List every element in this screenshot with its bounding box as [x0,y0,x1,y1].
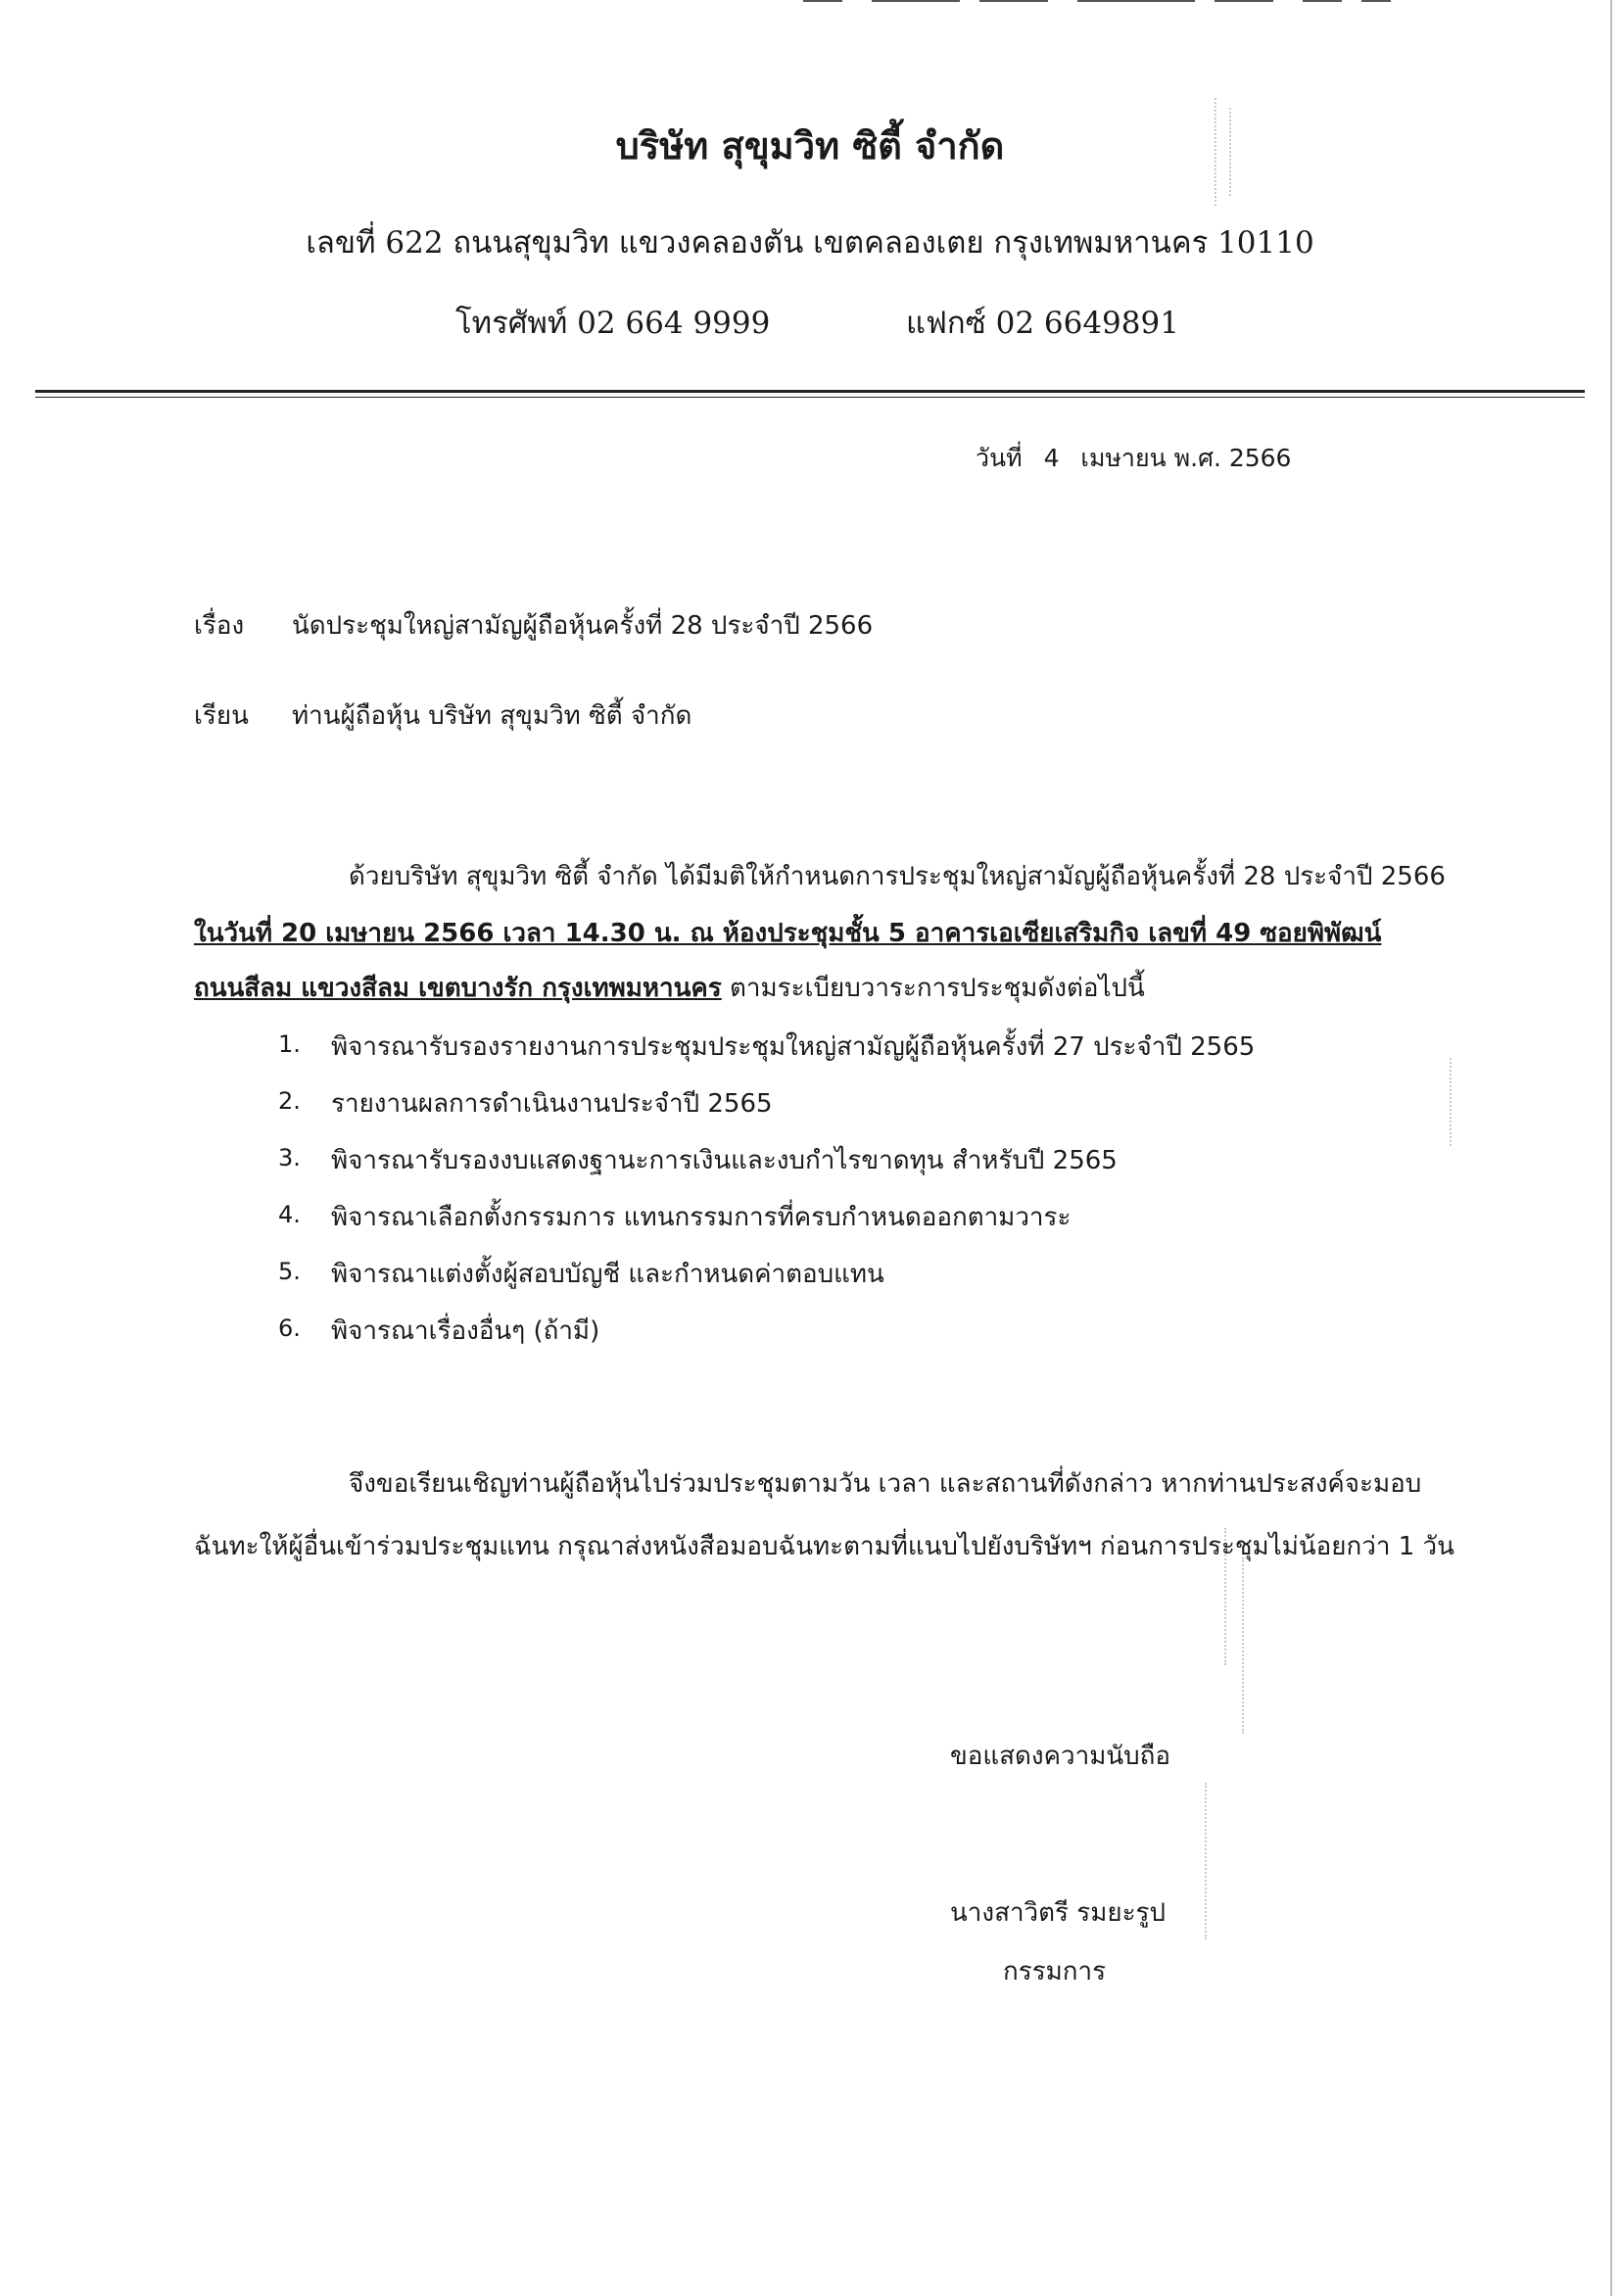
letterhead-divider [35,390,1585,393]
agenda-item-number: 6. [278,1315,301,1342]
company-address: เลขที่ 622 ถนนสุขุมวิท แขวงคลองตัน เขตคลองเตย กรุงเทพมหานคร 10110 [306,225,1314,261]
closing-salutation: ขอแสดงความนับถือ [950,1742,1170,1771]
company-fax: แฟกซ์ 02 6649891 [906,306,1179,341]
scan-speckle [1242,1557,1244,1734]
scan-artifact [803,0,842,2]
scan-artifact [1303,0,1342,2]
agenda-intro: ตามระเบียบวาระการประชุมดังต่อไปนี้ [721,974,1145,1003]
body-line-1: ด้วยบริษัท สุขุมวิท ซิตี้ จำกัด ได้มีมติให้กำหนดการประชุมใหญ่สามัญผู้ถือหุ้นครั้งที่ 28 ประจำปี 2566 [349,862,1446,891]
agenda-item: พิจารณาเลือกตั้งกรรมการ แทนกรรมการที่ครบกำหนดออกตามวาระ [331,1203,1072,1232]
agenda-item-number: 3. [278,1144,301,1172]
agenda-item: พิจารณาแต่งตั้งผู้สอบบัญชี และกำหนดค่าตอบแทน [331,1260,884,1289]
agenda-item: พิจารณาเรื่องอื่นๆ (ถ้ามี) [331,1316,600,1346]
company-name: บริษัท สุขุมวิท ซิตี้ จำกัด [615,123,1005,167]
meeting-address: ถนนสีลม แขวงสีลม เขตบางรัก กรุงเทพมหานคร [194,974,722,1003]
invitation-line-1: จึงขอเรียนเชิญท่านผู้ถือหุ้นไปร่วมประชุมตามวัน เวลา และสถานที่ดังกล่าว หากท่านประสงค์จะมอบ [349,1469,1422,1499]
scan-artifact [1215,0,1273,2]
invitation-line-2: ฉันทะให้ผู้อื่นเข้าร่วมประชุมแทน กรุณาส่งหนังสือมอบฉันทะตามที่แนบไปยังบริษัทฯ ก่อนการประชุมไม่น้อยกว่า 1 วัน [194,1532,1454,1561]
agenda-item-number: 1. [278,1030,301,1058]
scan-artifact [872,0,960,2]
letter-date [976,439,1305,478]
agenda-item: พิจารณารับรองรายงานการประชุมประชุมใหญ่สามัญผู้ถือหุ้นครั้งที่ 27 ประจำปี 2565 [331,1032,1256,1062]
agenda-item-number: 5. [278,1258,301,1285]
meeting-datetime-venue: ในวันที่ 20 เมษายน 2566 เวลา 14.30 น. ณ ห้องประชุมชั้น 5 อาคารเอเซียเสริมกิจ เลขที่ 49 ซอยพิพัฒน์ [194,919,1382,948]
agenda-item: รายงานผลการดำเนินงานประจำปี 2565 [331,1089,773,1119]
signer-position: กรรมการ [1003,1957,1107,1986]
letterhead-divider-thin [35,397,1585,398]
agenda-item: พิจารณารับรองงบแสดงฐานะการเงินและงบกำไรขาดทุน สำหรับปี 2565 [331,1146,1118,1175]
body-line-3 [194,968,1145,1008]
agenda-item-number: 2. [278,1087,301,1115]
scan-speckle [1450,1058,1452,1146]
recipient-text: ท่านผู้ถือหุ้น บริษัท สุขุมวิท ซิตี้ จำกัด [292,701,692,731]
recipient-label: เรียน [194,701,249,731]
subject-text: นัดประชุมใหญ่สามัญผู้ถือหุ้นครั้งที่ 28 ประจำปี 2566 [292,611,874,641]
scan-speckle [1205,1783,1207,1939]
date-month-year: เมษายน พ.ศ. 2566 [1080,444,1292,472]
subject-label: เรื่อง [194,611,245,641]
signer-name: นางสาวิตรี รมยะรูป [950,1898,1167,1928]
scan-artifact [1361,0,1391,2]
agenda-item-number: 4. [278,1201,301,1228]
date-label: วันที่ [976,444,1023,472]
scan-artifact [1077,0,1195,2]
page-edge-line [1610,0,1612,2296]
date-day: 4 [1043,444,1060,472]
company-phone: โทรศัพท์ 02 664 9999 [455,306,771,341]
scan-artifact [979,0,1048,2]
